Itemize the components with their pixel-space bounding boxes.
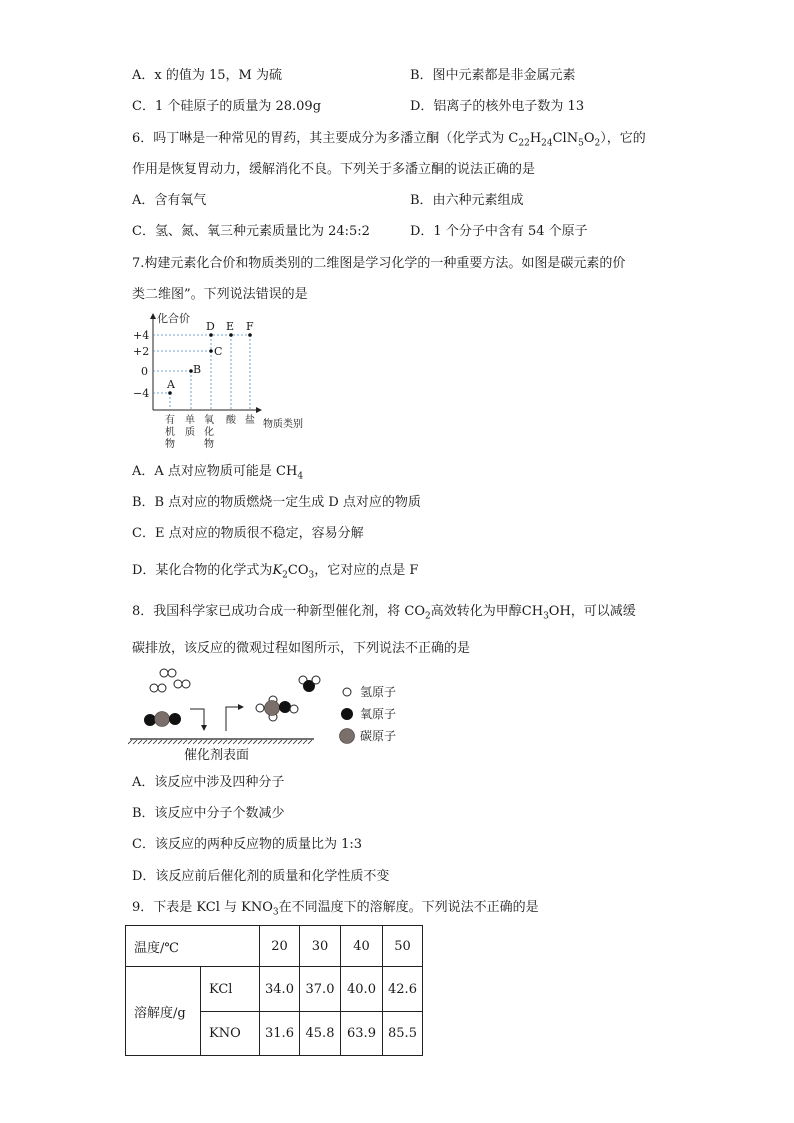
x-cat-oxide-2: 化 (204, 427, 214, 438)
table-cell: 42.6 (383, 967, 423, 1012)
point-label-e: E (226, 320, 235, 333)
legend-oxygen-label: 氧原子 (360, 707, 397, 721)
surface-hatch (308, 740, 312, 744)
surface-hatch (213, 740, 217, 744)
table-cell: 37.0 (300, 967, 341, 1012)
q6-option-b: B．由六种元素组成 (410, 193, 524, 208)
table-cell: 63.9 (341, 1012, 383, 1056)
table-cell-substance: KCl (201, 967, 260, 1012)
table-header-temp: 20 (260, 926, 300, 967)
table-cell: 40.0 (341, 967, 383, 1012)
x-cat-salt: 盐 (245, 415, 255, 426)
point-e (229, 333, 233, 337)
valence-category-chart (125, 310, 325, 455)
q6-option-c: C．氢、氮、氧三种元素质量比为 24:5:2 (132, 224, 370, 239)
reaction-micro-diagram (128, 665, 428, 765)
surface-hatch (133, 740, 137, 744)
surface-hatch (238, 740, 242, 744)
legend-oxygen-icon (341, 708, 353, 720)
y-tick-0: 0 (141, 365, 148, 378)
y-tick-plus4: +4 (133, 329, 150, 342)
q6-option-a: A．含有氧气 (132, 193, 207, 208)
q5-option-a: A．x 的值为 15，M 为硫 (132, 68, 282, 83)
surface-hatch (148, 740, 152, 744)
point-label-a: A (167, 378, 175, 391)
table-header-label: 温度/℃ (126, 926, 260, 967)
x-cat-acid: 酸 (226, 415, 236, 426)
surface-hatch (168, 740, 172, 744)
surface-hatch (248, 740, 252, 744)
surface-hatch (233, 740, 237, 744)
surface-hatch (183, 740, 187, 744)
surface-hatch (173, 740, 177, 744)
q8-stem-line-2: 碳排放，该反应的微观过程如图所示，下列说法不正确的是 (132, 641, 471, 656)
surface-hatch (228, 740, 232, 744)
solubility-table (125, 925, 423, 1056)
q8-option-a: A．该反应中涉及四种分子 (132, 775, 285, 790)
surface-hatch (298, 740, 302, 744)
table-header-temp: 30 (300, 926, 341, 967)
x-cat-organic-1: 有 (165, 415, 175, 426)
point-a (168, 391, 172, 395)
q8-option-c: C．该反应的两种反应物的质量比为 1:3 (132, 837, 363, 852)
surface-hatch (263, 740, 267, 744)
table-cell: 31.6 (260, 1012, 300, 1056)
surface-hatch (203, 740, 207, 744)
table-cell: 85.5 (383, 1012, 423, 1056)
point-c (209, 349, 213, 353)
y-axis-label: 化合价 (157, 312, 190, 325)
x-cat-organic-2: 机 (165, 427, 175, 438)
q7-stem-line-1: 7.构建元素化合价和物质类别的二维图是学习化学的一种重要方法。如图是碳元素的价 (132, 256, 626, 271)
point-d (209, 333, 213, 337)
surface-hatch (278, 740, 282, 744)
q6-stem-line-2: 作用是恢复胃动力，缓解消化不良。下列关于多潘立酮的说法正确的是 (132, 162, 536, 177)
point-label-f: F (246, 320, 254, 333)
table-header-temp: 40 (341, 926, 383, 967)
q8-option-d: D．该反应前后催化剂的质量和化学性质不变 (132, 869, 390, 884)
x-cat-oxide-1: 氧 (204, 415, 214, 426)
legend-hydrogen-icon (343, 688, 351, 696)
y-tick-minus4: −4 (133, 387, 150, 400)
table-header-temp: 50 (383, 926, 423, 967)
q5-option-d: D．铝离子的核外电子数为 13 (410, 99, 585, 114)
point-label-d: D (206, 320, 215, 333)
q5-option-c: C．1 个硅原子的质量为 28.09g (132, 99, 322, 114)
q9-stem: 9．下表是 KCl 与 $KNO_3$在不同温度下的溶解度。下列说法不正确的是 (132, 900, 539, 918)
surface-hatch (153, 740, 157, 744)
legend-hydrogen-label: 氢原子 (360, 685, 397, 699)
surface-hatch (293, 740, 297, 744)
arrow-up (226, 707, 242, 731)
surface-hatch (193, 740, 197, 744)
surface-hatch (243, 740, 247, 744)
surface-hatch (138, 740, 142, 744)
surface-hatch (143, 740, 147, 744)
surface-hatch (253, 740, 257, 744)
catalyst-surface-label: 催化剂表面 (184, 748, 250, 763)
surface-hatch (218, 740, 222, 744)
hydrogen-molecules (150, 669, 190, 692)
q7-option-b: B．B 点对应的物质燃烧一定生成 D 点对应的物质 (132, 495, 421, 510)
table-row-label: 溶解度/g (126, 967, 201, 1056)
surface-hatch (178, 740, 182, 744)
q8-option-b: B．该反应中分子个数减少 (132, 806, 285, 821)
q5-option-b: B．图中元素都是非金属元素 (410, 68, 576, 83)
surface-hatch (223, 740, 227, 744)
legend-carbon-label: 碳原子 (360, 729, 397, 743)
q6-stem-line-1: 6．吗丁啉是一种常见的胃药，其主要成分为多潘立酮（化学式为 $C_{22}H_{24}ClN_5O_2$），它的 (132, 131, 646, 149)
surface-hatch (258, 740, 262, 744)
q7-option-a: A．A 点对应物质可能是 $CH_4$ (132, 464, 304, 482)
x-cat-element-2: 质 (185, 427, 195, 438)
x-cat-element-1: 单 (185, 415, 195, 426)
x-axis-label: 物质类别 (263, 419, 303, 430)
x-cat-oxide-3: 物 (204, 439, 214, 450)
surface-hatch (268, 740, 272, 744)
point-label-b: B (193, 363, 202, 376)
surface-hatch (128, 740, 132, 744)
point-label-c: C (214, 345, 223, 358)
q6-option-d: D．1 个分子中含有 54 个原子 (410, 224, 588, 239)
surface-hatch (158, 740, 162, 744)
point-f (248, 333, 252, 337)
q7-stem-line-2: 类二维图”。下列说法错误的是 (132, 287, 308, 302)
surface-hatch (283, 740, 287, 744)
surface-hatch (198, 740, 202, 744)
table-cell: 45.8 (300, 1012, 341, 1056)
surface-hatch (188, 740, 192, 744)
methanol-molecule (256, 696, 298, 721)
surface-hatch (273, 740, 277, 744)
table-cell-substance: KNO (201, 1012, 260, 1056)
legend-carbon-icon (340, 729, 355, 744)
q8-stem-line-1: 8．我国科学家已成功合成一种新型催化剂，将 $CO_2$高效转化为甲醇$CH_3OH$，可以减缓 (132, 604, 636, 622)
x-cat-organic-3: 物 (165, 439, 175, 450)
surface-hatch (208, 740, 212, 744)
water-molecule (299, 676, 320, 692)
y-tick-plus2: +2 (133, 345, 150, 358)
table-cell: 34.0 (260, 967, 300, 1012)
q7-option-d: D．某化合物的化学式为$K_2CO_3$，它对应的点是 F (132, 563, 419, 581)
surface-hatch (288, 740, 292, 744)
q7-option-c: C．E 点对应的物质很不稳定，容易分解 (132, 526, 364, 541)
surface-hatch (303, 740, 307, 744)
co2-molecule (144, 712, 181, 727)
surface-hatch (163, 740, 167, 744)
